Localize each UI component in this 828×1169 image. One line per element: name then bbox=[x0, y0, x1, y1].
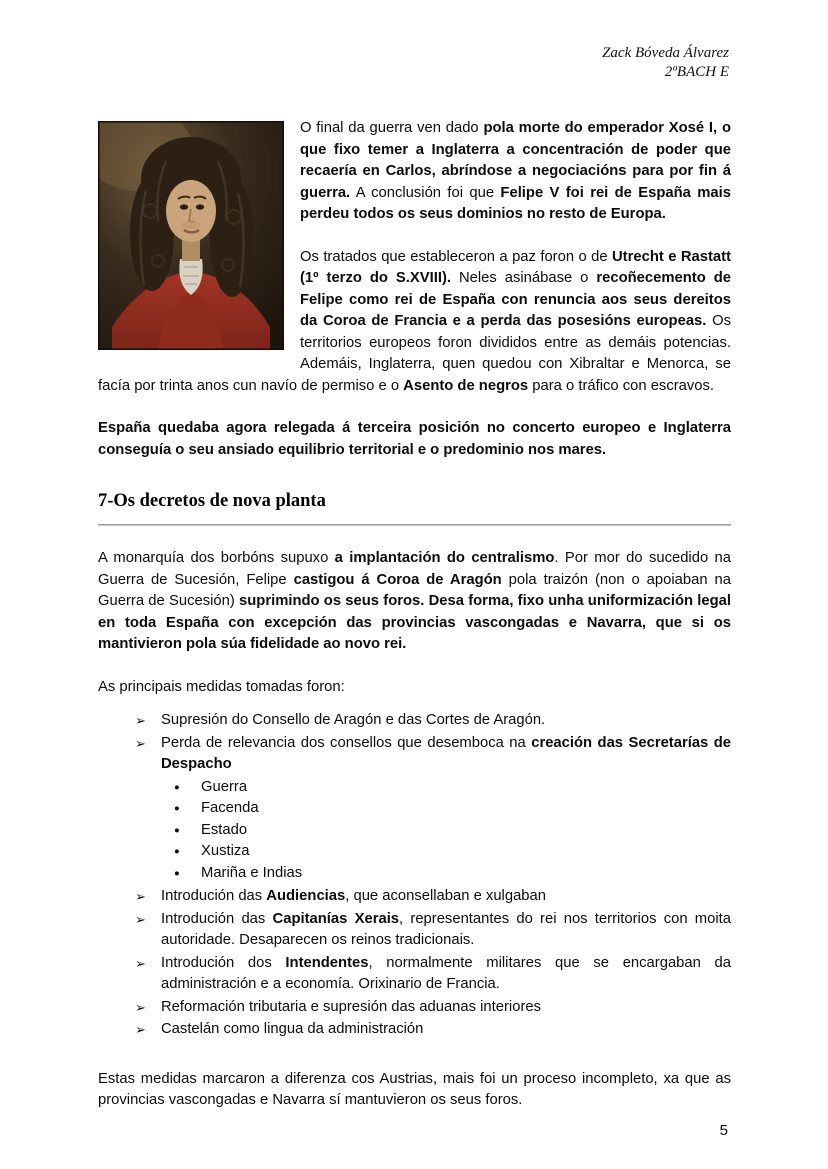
sub-list-item bbox=[174, 820, 731, 842]
sub-item-label: Guerra bbox=[201, 778, 248, 795]
sub-item-label: Xustiza bbox=[201, 843, 250, 859]
dot-bullet-icon: ● bbox=[174, 824, 180, 836]
document-body bbox=[98, 118, 731, 1112]
portrait-illustration bbox=[98, 121, 284, 350]
sub-list-item bbox=[174, 863, 731, 885]
arrow-bullet-icon: ➢ bbox=[135, 955, 146, 971]
list-item-intendentes bbox=[135, 953, 731, 996]
sub-list-item bbox=[174, 798, 731, 820]
list-item-text: Introdución das Audiencias, que aconsellaban e xulgaban bbox=[161, 888, 546, 904]
list-item-supresion bbox=[135, 710, 731, 732]
dot-bullet-icon: ● bbox=[174, 867, 180, 879]
wrap-block bbox=[98, 118, 731, 397]
heading-divider bbox=[98, 524, 731, 526]
sub-list-item bbox=[174, 777, 731, 799]
page-number: 5 bbox=[719, 1122, 728, 1139]
arrow-bullet-icon: ➢ bbox=[135, 713, 146, 728]
list-item-text: Introdución dos Intendentes, normalmente militares que se encargaban da administración e a economía. Orixinario de Francia. bbox=[161, 954, 731, 992]
secretariats-sublist bbox=[161, 777, 731, 885]
list-item-text: Introdución das Capitanías Xerais, representantes do rei nos territorios con moita autoridade. Desaparecen os reinos tradicionais. bbox=[161, 910, 731, 948]
arrow-bullet-icon: ➢ bbox=[135, 1022, 146, 1037]
dot-bullet-icon: ● bbox=[174, 781, 180, 793]
dot-bullet-icon: ● bbox=[174, 846, 180, 857]
sub-item-label: Facenda bbox=[201, 800, 259, 816]
arrow-bullet-icon: ➢ bbox=[135, 911, 146, 927]
author-name: Zack Bóveda Álvarez bbox=[602, 45, 729, 61]
paragraph-war-end: O final da guerra ven dado pola morte do emperador Xosé I, o que fixo temer a Inglaterra a concentración de poder que recaería en Carlos, abríndose a negociacións para por fin á guerra. A conclusión foi que Felipe V foi rei de España mais perdeu todos os seus dominios no resto de Europa. bbox=[300, 120, 731, 222]
sub-item-label: Mariña e Indias bbox=[201, 864, 303, 881]
list-item-audiencias bbox=[135, 886, 731, 908]
list-item-text: Perda de relevancia dos consellos que desemboca na creación das Secretarías de Despacho bbox=[161, 734, 732, 772]
portrait-image bbox=[98, 121, 284, 350]
sub-item-label: Estado bbox=[201, 821, 248, 838]
list-item-capitanias bbox=[135, 909, 731, 952]
list-item-castelan bbox=[135, 1019, 731, 1041]
arrow-bullet-icon: ➢ bbox=[135, 735, 146, 751]
arrow-bullet-icon: ➢ bbox=[135, 999, 146, 1015]
paragraph-measures-intro: As principais medidas tomadas foron: bbox=[98, 678, 345, 695]
document-header bbox=[602, 44, 729, 82]
list-item-reformacion bbox=[135, 997, 731, 1019]
arrow-bullet-icon: ➢ bbox=[135, 889, 146, 904]
measures-list bbox=[98, 710, 731, 1041]
list-item-secretarias bbox=[135, 733, 731, 886]
paragraph-spain-position: España quedaba agora relegada á terceira posición no concerto europeo e Inglaterra conseguía o seu ansiado equilibrio territorial e o predominio nos mares. bbox=[98, 420, 731, 458]
list-item-text: Castelán como lingua da administración bbox=[161, 1021, 424, 1037]
sub-list-item bbox=[174, 841, 731, 863]
list-item-text: Reformación tributaria e supresión das aduanas interiores bbox=[161, 998, 541, 1015]
paragraph-conclusion: Estas medidas marcaron a diferenza cos Austrias, mais foi un proceso incompleto, xa que as provincias vascongadas e Navarra sí mantuvieron os seus foros. bbox=[98, 1070, 731, 1108]
paragraph-centralism: A monarquía dos borbóns supuxo a implantación do centralismo. Por mor do sucedido na Guerra de Sucesión, Felipe castigou á Coroa de Aragón pola traizón (non o apoiaban na Guerra de Sucesión) suprimindo os seus foros. Desa forma, fixo unha uniformización legal en toda España con excepción das provincias vascongadas e Navarra, que si os mantivieron pola súa fidelidade ao novo rei. bbox=[98, 550, 731, 652]
paragraph-treaties: Os tratados que estableceron a paz foron o de Utrecht e Rastatt (1º terzo do S.XVIII). Neles asinábase o recoñecemento de Felipe como rei de España con renuncia aos seus dereitos da Coroa de Francia e a perda das posesións europeas. Os territorios europeos foron divididos entre as demáis potencias. Ademáis, Inglaterra, quen quedou con Xibraltar e Menorca, se facía por trinta anos cun navío de permiso e o Asento de negros para o tráfico con escravos. bbox=[98, 248, 732, 394]
class-label: 2ºBACH E bbox=[664, 64, 729, 80]
section-heading: 7-Os decretos de nova planta bbox=[98, 491, 326, 511]
dot-bullet-icon: ● bbox=[174, 803, 180, 814]
list-item-text: Supresión do Consello de Aragón e das Cortes de Aragón. bbox=[161, 712, 546, 728]
